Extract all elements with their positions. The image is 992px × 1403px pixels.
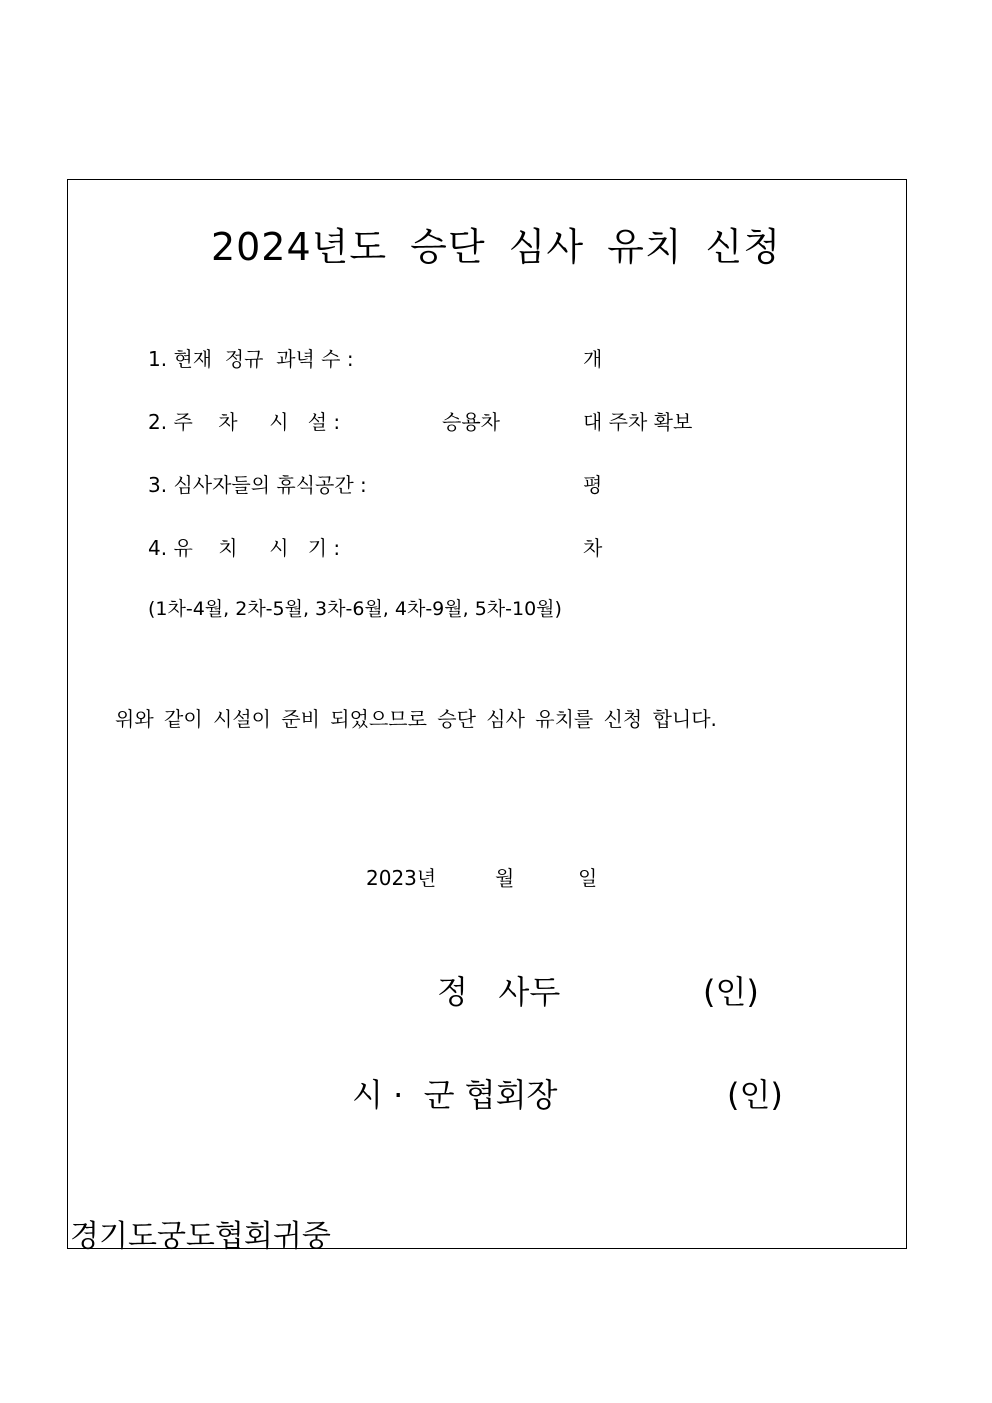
signature-title-2: 시 · 군 협회장 [352, 1076, 558, 1114]
item-value-parking: 승용차 [442, 410, 500, 434]
item-unit-rest-area: 평 [583, 473, 603, 497]
item-label-rest-area: 3. 심사자들의 휴식공간 : [148, 473, 367, 497]
signature-seal-1: (인) [703, 973, 759, 1011]
date-year: 2023년 [366, 866, 437, 890]
document-title: 2024년도 승단 심사 유치 신청 [210, 225, 782, 269]
signature-seal-2: (인) [727, 1076, 783, 1114]
item-label-targets: 1. 현재 정규 과녁 수 : [148, 347, 354, 371]
date-day: 일 [578, 866, 598, 890]
signature-title-1: 정 사두 [437, 973, 561, 1011]
item-unit-parking: 대 주차 확보 [583, 410, 693, 434]
item-unit-timing: 차 [583, 536, 603, 560]
item-label-parking: 2. 주 차 시 설 : [148, 410, 341, 434]
item-label-timing: 4. 유 치 시 기 : [148, 536, 341, 560]
schedule-note: (1차-4월, 2차-5월, 3차-6월, 4차-9월, 5차-10월) [148, 598, 562, 620]
item-unit-targets: 개 [583, 347, 603, 371]
application-statement: 위와 같이 시설이 준비 되었으므로 승단 심사 유치를 신청 합니다. [115, 707, 717, 731]
addressee: 경기도궁도협회귀중 [70, 1219, 331, 1254]
date-month: 월 [495, 866, 515, 890]
